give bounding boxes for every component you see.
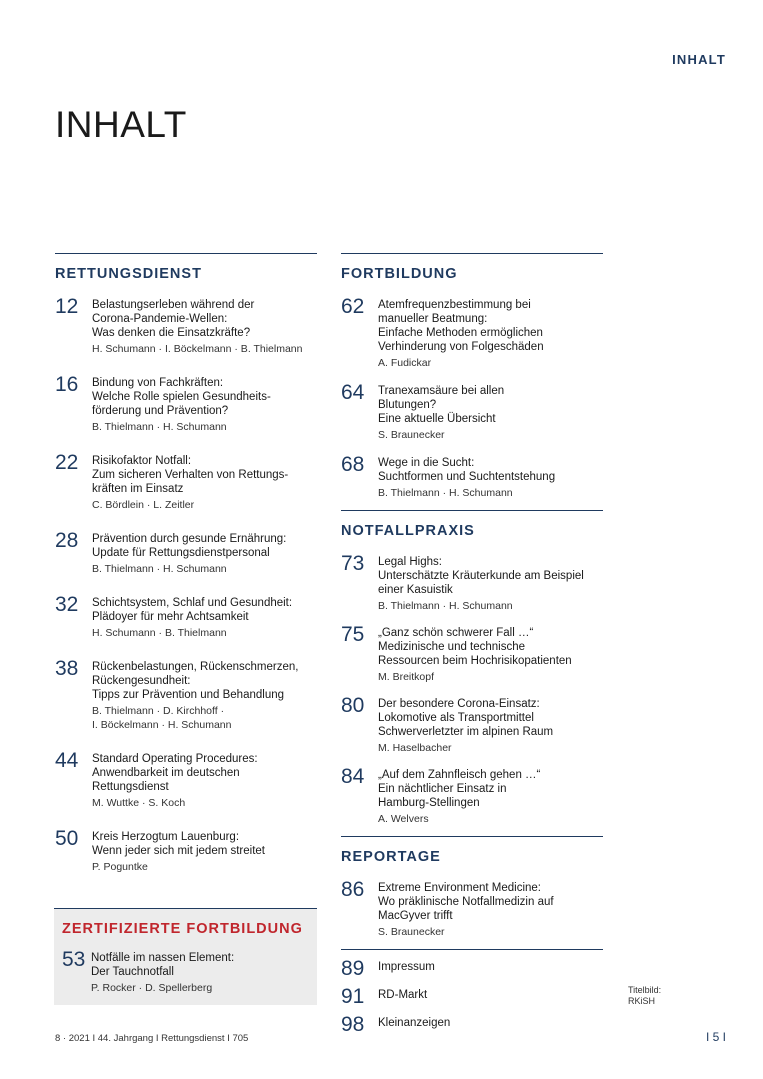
toc-entry[interactable] bbox=[55, 827, 317, 874]
page-number: 38 bbox=[55, 657, 79, 680]
entry-authors: M. Wuttke · S. Koch bbox=[92, 797, 186, 809]
toc-entry[interactable] bbox=[55, 657, 317, 732]
entry-authors: B. Thielmann · H. Schumann bbox=[92, 563, 227, 575]
section-rule bbox=[341, 253, 603, 254]
page-number: 44 bbox=[55, 749, 79, 772]
entry-authors: C. Bördlein · L. Zeitler bbox=[92, 499, 195, 511]
toc-entry[interactable] bbox=[341, 552, 603, 613]
entry-authors: H. Schumann · I. Böckelmann · B. Thielmann bbox=[92, 343, 303, 355]
page-title: INHALT bbox=[55, 104, 187, 145]
toc-entry[interactable] bbox=[341, 694, 603, 755]
entry-title: Rückenbelastungen, Rückenschmerzen, Rückengesundheit: Tipps zur Prävention und Behandlung bbox=[92, 661, 299, 701]
entry-authors: A. Welvers bbox=[378, 813, 429, 825]
entry-authors: A. Fudickar bbox=[378, 357, 432, 369]
page-number: 84 bbox=[341, 765, 365, 788]
section-heading-fortbildung: FORTBILDUNG bbox=[341, 266, 458, 282]
entry-title: Extreme Environment Medicine: Wo präklinische Notfallmedizin auf MacGyver trifft bbox=[378, 882, 554, 922]
entry-title: Schichtsystem, Schlaf und Gesundheit: Plädoyer für mehr Achtsamkeit bbox=[92, 597, 293, 623]
left-column bbox=[55, 253, 317, 1005]
entry-title: RD-Markt bbox=[378, 989, 428, 1001]
entry-title: „Auf dem Zahnfleisch gehen …“ Ein nächtlicher Einsatz in Hamburg-Stellingen bbox=[378, 769, 541, 809]
section-rule bbox=[341, 510, 603, 511]
entry-title: Kreis Herzogtum Lauenburg: Wenn jeder sich mit jedem streitet bbox=[92, 831, 265, 857]
entry-title: Belastungserleben während der Corona-Pandemie-Wellen: Was denken die Einsatzkräfte? bbox=[92, 299, 255, 339]
toc-entry[interactable] bbox=[341, 295, 603, 370]
entry-authors: H. Schumann · B. Thielmann bbox=[92, 627, 227, 639]
entry-title: Prävention durch gesunde Ernährung: Update für Rettungsdienstpersonal bbox=[92, 533, 287, 559]
toc-entry[interactable] bbox=[62, 948, 309, 995]
page-number: 28 bbox=[55, 529, 79, 552]
page-number: 62 bbox=[341, 295, 365, 318]
toc-entry[interactable] bbox=[55, 295, 317, 356]
entry-title: Legal Highs: Unterschätzte Kräuterkunde am Beispiel einer Kasuistik bbox=[378, 556, 584, 596]
cover-credit: Titelbild: RKiSH bbox=[628, 985, 662, 1006]
entry-title: Wege in die Sucht: Suchtformen und Suchtentstehung bbox=[378, 457, 556, 483]
entry-authors: B. Thielmann · H. Schumann bbox=[378, 487, 513, 499]
entry-authors: P. Rocker · D. Spellerberg bbox=[91, 982, 213, 994]
section-heading-certified: ZERTIFIZIERTE FORTBILDUNG bbox=[62, 921, 303, 937]
toc-entry[interactable] bbox=[341, 381, 603, 442]
entry-authors: B. Thielmann · H. Schumann bbox=[92, 421, 227, 433]
page-number: 12 bbox=[55, 295, 79, 318]
entry-title: Bindung von Fachkräften: Welche Rolle spielen Gesundheits- förderung und Prävention? bbox=[92, 377, 271, 417]
toc-entry[interactable] bbox=[341, 453, 603, 500]
page-number: 91 bbox=[341, 985, 365, 1008]
entry-authors: M. Haselbacher bbox=[378, 742, 452, 754]
entry-authors: B. Thielmann · D. Kirchhoff · I. Böckelmann · H. Schumann bbox=[92, 705, 232, 731]
page-number: 16 bbox=[55, 373, 79, 396]
toc-entry[interactable] bbox=[55, 373, 317, 434]
toc-entry[interactable] bbox=[55, 749, 317, 810]
page-number: 64 bbox=[341, 381, 365, 404]
toc-entry[interactable] bbox=[341, 765, 603, 826]
entry-title: Impressum bbox=[378, 961, 435, 973]
running-header: INHALT bbox=[672, 52, 726, 67]
toc-entry-impressum[interactable] bbox=[341, 957, 603, 980]
entry-authors: P. Poguntke bbox=[92, 861, 148, 873]
page-number: 68 bbox=[341, 453, 365, 476]
entry-authors: S. Braunecker bbox=[378, 926, 445, 938]
entry-authors: B. Thielmann · H. Schumann bbox=[378, 600, 513, 612]
toc-entry-kleinanzeigen[interactable] bbox=[341, 1013, 603, 1036]
entry-title: Risikofaktor Notfall: Zum sicheren Verhalten von Rettungs- kräften im Einsatz bbox=[92, 455, 289, 495]
toc-entry[interactable] bbox=[341, 878, 603, 939]
entry-title: Tranexamsäure bei allen Blutungen? Eine aktuelle Übersicht bbox=[378, 385, 505, 425]
section-rule bbox=[341, 949, 603, 950]
page-number: 80 bbox=[341, 694, 365, 717]
footer-issue-info: 8 · 2021 I 44. Jahrgang I Rettungsdienst I 705 bbox=[55, 1033, 249, 1044]
page-number: 89 bbox=[341, 957, 365, 980]
section-heading-rettungsdienst: RETTUNGSDIENST bbox=[55, 266, 202, 282]
page-number: 86 bbox=[341, 878, 365, 901]
entry-title: Atemfrequenzbestimmung bei manueller Beatmung: Einfache Methoden ermöglichen Verhinderung von Folgeschäden bbox=[378, 299, 544, 353]
page-number: 75 bbox=[341, 623, 365, 646]
section-rule bbox=[55, 253, 317, 254]
page-number: 98 bbox=[341, 1013, 365, 1036]
section-rule bbox=[341, 836, 603, 837]
entry-authors: M. Breitkopf bbox=[378, 671, 435, 683]
entry-authors: S. Braunecker bbox=[378, 429, 445, 441]
toc-entry[interactable] bbox=[341, 623, 603, 684]
toc-entry-rd-markt[interactable] bbox=[341, 985, 603, 1008]
section-heading-notfallpraxis: NOTFALLPRAXIS bbox=[341, 523, 475, 539]
entry-title: Standard Operating Procedures: Anwendbarkeit im deutschen Rettungsdienst bbox=[92, 753, 258, 793]
entry-title: Kleinanzeigen bbox=[378, 1017, 451, 1029]
page-number: 50 bbox=[55, 827, 79, 850]
page-number: 32 bbox=[55, 593, 79, 616]
page-number: 53 bbox=[62, 948, 86, 971]
entry-title: Der besondere Corona-Einsatz: Lokomotive als Transportmittel Schwerverletzter im alpinen Raum bbox=[378, 698, 554, 738]
page-number: 73 bbox=[341, 552, 365, 575]
page-number: 22 bbox=[55, 451, 79, 474]
certified-training-box bbox=[54, 908, 317, 1005]
toc-entry[interactable] bbox=[55, 451, 317, 512]
entry-title: „Ganz schön schwerer Fall …“ Medizinische und technische Ressourcen beim Hochrisikopatienten bbox=[378, 627, 572, 667]
entry-title: Notfälle im nassen Element: Der Tauchnotfall bbox=[91, 952, 235, 978]
section-heading-reportage: REPORTAGE bbox=[341, 849, 441, 865]
right-column bbox=[341, 253, 603, 1036]
toc-entry[interactable] bbox=[55, 593, 317, 640]
toc-entry[interactable] bbox=[55, 529, 317, 576]
page-number-footer: I 5 I bbox=[705, 1030, 726, 1044]
